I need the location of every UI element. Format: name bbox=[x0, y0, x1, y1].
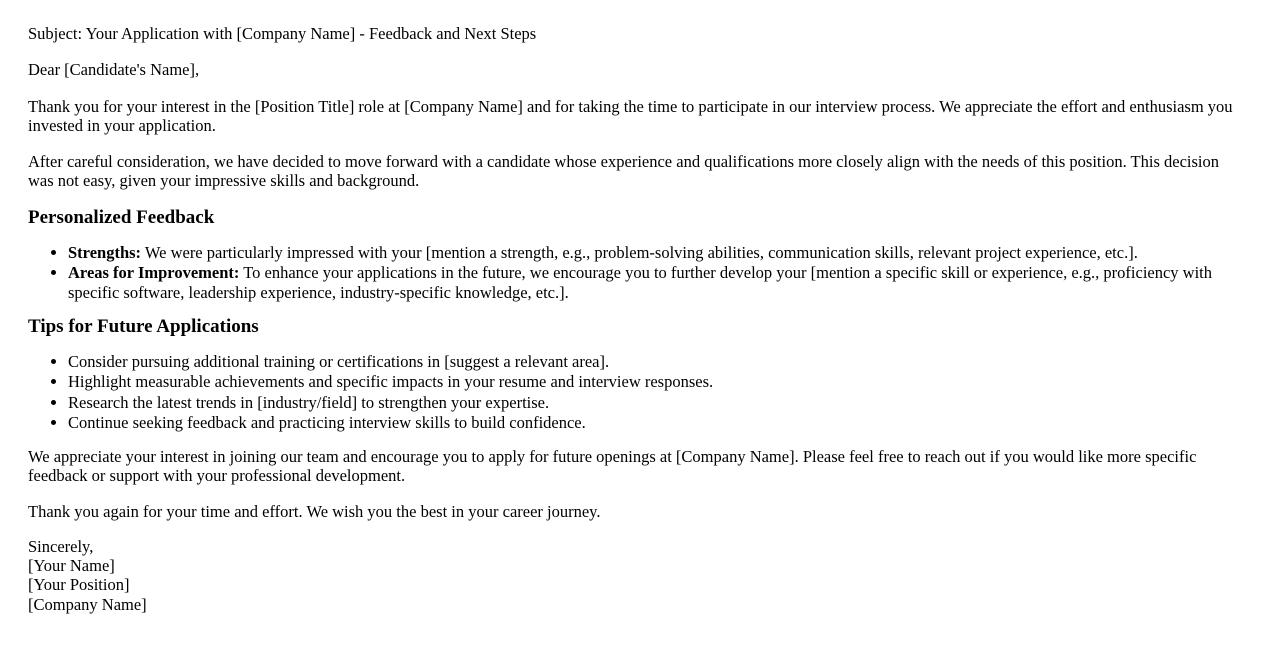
list-item: • Consider pursuing additional training or certifications in [suggest a relevant area]. bbox=[68, 352, 1250, 371]
list-item bbox=[68, 243, 1250, 262]
signature-block bbox=[28, 537, 1250, 614]
thanks-paragraph: Thank you again for your time and effort. We wish you the best in your career journey. bbox=[28, 501, 601, 521]
subject-line: Subject: Your Application with [Company Name] - Feedback and Next Steps bbox=[28, 24, 537, 43]
signature-company: [Company Name] bbox=[28, 594, 147, 614]
signature-position: [Your Position] bbox=[28, 575, 130, 595]
feedback-item-label: Strengths: bbox=[68, 242, 142, 262]
tips-list bbox=[28, 352, 1250, 433]
intro-paragraph: Thank you for your interest in the [Position Title] role at [Company Name] and for taking the time to participate in our interview process. We appreciate the effort and enthusiasm you invested in your application. bbox=[28, 96, 1233, 136]
closing-paragraph: We appreciate your interest in joining our team and encourage you to apply for future openings at [Company Name]. Please feel free to reach out if you would like more specific feedback or support with your professional development. bbox=[28, 446, 1197, 486]
salutation: Dear [Candidate's Name], bbox=[28, 60, 200, 80]
feedback-list bbox=[28, 243, 1250, 302]
feedback-item-text: To enhance your applications in the future, we encourage you to further develop your [mention a specific skill or experience, e.g., proficiency with specific software, leadership experience, industry-specific knowledge, etc.]. bbox=[68, 263, 1213, 302]
decision-paragraph: After careful consideration, we have decided to move forward with a candidate whose experience and qualifications more closely align with the needs of this position. This decision was not easy, given your impressive skills and background. bbox=[28, 151, 1219, 191]
feedback-item-text: We were particularly impressed with your [mention a strength, e.g., problem-solving abilities, communication skills, relevant project experience, etc.]. bbox=[141, 242, 1138, 262]
section-heading-personalized-feedback: Personalized Feedback bbox=[28, 206, 215, 228]
section-heading-tips-future-applications: Tips for Future Applications bbox=[28, 316, 259, 338]
list-item: • Continue seeking feedback and practicing interview skills to build confidence. bbox=[68, 413, 1250, 432]
signature-name: [Your Name] bbox=[28, 556, 115, 576]
list-item: • Highlight measurable achievements and specific impacts in your resume and interview responses. bbox=[68, 372, 1250, 391]
list-item bbox=[68, 263, 1250, 302]
feedback-item-label: Areas for Improvement: bbox=[68, 263, 240, 283]
list-item: • Research the latest trends in [industry/field] to strengthen your expertise. bbox=[68, 393, 1250, 412]
signature-closing: Sincerely, bbox=[28, 537, 94, 557]
